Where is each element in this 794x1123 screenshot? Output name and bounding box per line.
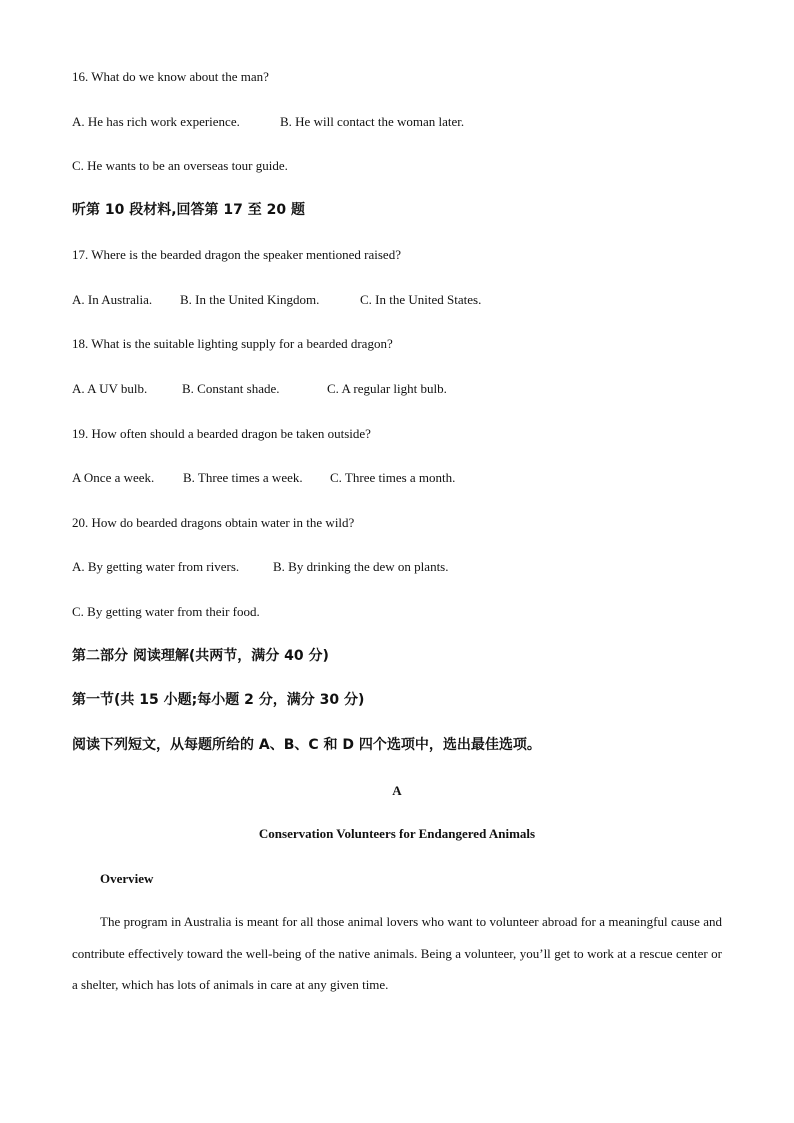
section10-heading: 听第 10 段材料,回答第 17 至 20 题	[72, 202, 306, 218]
q18-option-b: B. Constant shade.	[182, 381, 280, 396]
q16-question: 16. What do we know about the man?	[72, 69, 269, 84]
q19-question: 19. How often should a bearded dragon be taken outside?	[72, 426, 371, 441]
q20-option-a: A. By getting water from rivers.	[72, 559, 240, 574]
q20-option-b: B. By drinking the dew on plants.	[273, 559, 449, 574]
q19-option-c: C. Three times a month.	[330, 470, 456, 485]
q16-option-a: A. He has rich work experience.	[72, 114, 240, 129]
q18-option-c: C. A regular light bulb.	[327, 381, 447, 396]
q19-option-b: B. Three times a week.	[183, 470, 303, 485]
passage-paragraph: The program in Australia is meant for all those animal lovers who want to volunteer abroad for a meaningful cause and contribute effectively toward the well-being of the native animals. Being a volunteer, you’ll get to work at a rescue center or a shelter, which has lots of animals in care at any given time.	[72, 914, 722, 992]
passage-subheading: Overview	[100, 871, 154, 886]
q19-option-a: A Once a week.	[72, 470, 155, 485]
q20-option-c: C. By getting water from their food.	[72, 604, 260, 619]
q18-question: 18. What is the suitable lighting supply for a bearded dragon?	[72, 336, 393, 351]
q20-question: 20. How do bearded dragons obtain water in the wild?	[72, 515, 355, 530]
passage-title: Conservation Volunteers for Endangered Animals	[258, 826, 536, 841]
part2-heading: 第二部分 阅读理解(共两节，满分 40 分)	[72, 648, 329, 664]
q18-options	[72, 381, 447, 397]
q17-option-a: A. In Australia.	[72, 292, 153, 307]
q18-option-a: A. A UV bulb.	[72, 381, 148, 396]
passage-letter: A	[392, 783, 402, 798]
q16-option-b: B. He will contact the woman later.	[280, 114, 465, 129]
q17-options	[72, 292, 481, 308]
q17-option-b: B. In the United Kingdom.	[180, 292, 320, 307]
section1-heading: 第一节(共 15 小题;每小题 2 分，满分 30 分)	[72, 692, 365, 708]
q16-option-c: C. He wants to be an overseas tour guide.	[72, 158, 288, 173]
q17-option-c: C. In the United States.	[360, 292, 482, 307]
q20-options	[72, 559, 449, 575]
q19-options	[72, 470, 455, 486]
q16-options	[72, 114, 464, 130]
instructions: 阅读下列短文，从每题所给的 A、B、C 和 D 四个选项中，选出最佳选项。	[72, 737, 541, 753]
q17-question: 17. Where is the bearded dragon the speaker mentioned raised?	[72, 247, 401, 262]
